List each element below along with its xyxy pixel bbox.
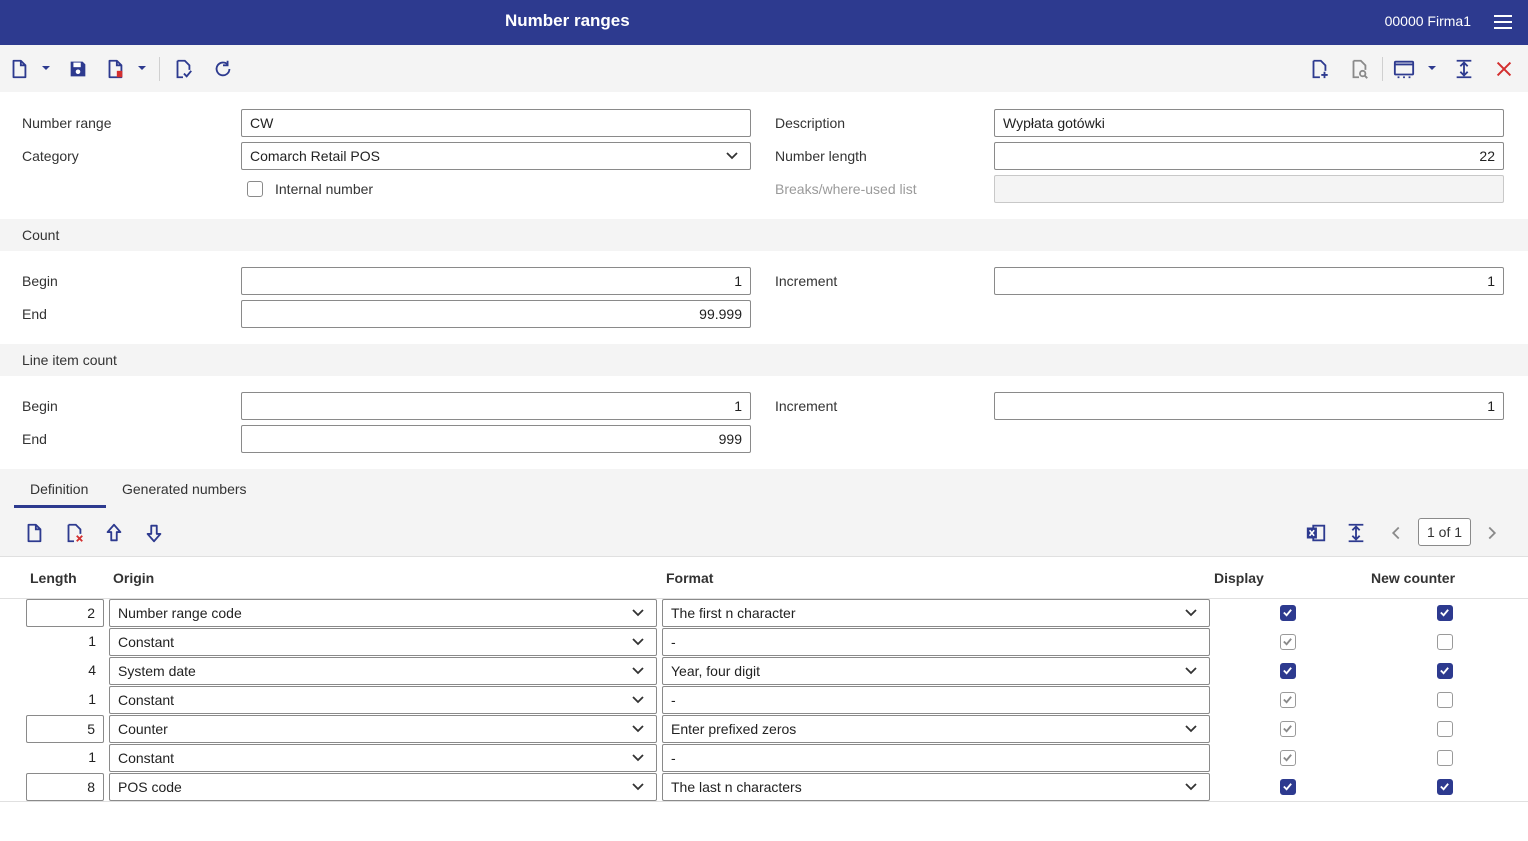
line-begin-label: Begin <box>22 398 58 414</box>
format-input[interactable] <box>662 744 1210 772</box>
save-icon[interactable] <box>66 57 90 81</box>
origin-value: Number range code <box>118 605 242 621</box>
grid-toolbar <box>0 509 1528 557</box>
length-cell[interactable]: 8 <box>26 773 104 801</box>
grid-expand-height-icon[interactable] <box>1344 521 1368 545</box>
new-document-icon[interactable] <box>7 57 31 81</box>
validate-document-icon[interactable] <box>171 57 195 81</box>
delete-dropdown-caret-icon[interactable] <box>136 62 148 74</box>
origin-select[interactable] <box>109 657 657 685</box>
origin-select[interactable] <box>109 744 657 772</box>
chevron-down-icon <box>726 151 738 161</box>
new-counter-checkbox <box>1437 692 1453 708</box>
delete-document-icon[interactable] <box>103 57 127 81</box>
toolbar-separator <box>1382 57 1383 81</box>
format-select[interactable] <box>662 599 1210 627</box>
add-document-icon[interactable] <box>1307 57 1331 81</box>
add-row-icon[interactable] <box>22 521 46 545</box>
preview-document-icon[interactable] <box>1347 57 1371 81</box>
format-value: - <box>671 750 676 766</box>
category-select-value: Comarch Retail POS <box>250 148 380 164</box>
chevron-down-icon <box>632 695 644 705</box>
page-title: Number ranges <box>505 11 630 30</box>
tab-bar <box>0 469 1528 509</box>
format-value: - <box>671 692 676 708</box>
excel-export-icon[interactable] <box>1304 521 1328 545</box>
refresh-icon[interactable] <box>211 57 235 81</box>
count-end-label: End <box>22 306 47 322</box>
chevron-down-icon <box>632 608 644 618</box>
tab-definition[interactable]: Definition <box>30 481 89 497</box>
new-counter-checkbox[interactable] <box>1437 605 1453 621</box>
chevron-down-icon <box>632 637 644 647</box>
origin-select[interactable] <box>109 686 657 714</box>
category-label: Category <box>22 148 79 164</box>
origin-value: Constant <box>118 634 175 650</box>
delete-row-icon[interactable] <box>62 521 86 545</box>
line-increment-input[interactable]: 1 <box>994 392 1504 420</box>
line-end-input[interactable]: 999 <box>241 425 751 453</box>
format-value: Year, four digit <box>671 663 760 679</box>
origin-value: Constant <box>118 750 175 766</box>
column-header-origin[interactable]: Origin <box>113 570 155 586</box>
format-input[interactable] <box>662 628 1210 656</box>
chevron-down-icon <box>632 666 644 676</box>
display-checkbox <box>1280 692 1296 708</box>
count-increment-label: Increment <box>775 273 838 289</box>
chevron-down-icon <box>1185 666 1197 676</box>
column-header-new-counter[interactable]: New counter <box>1371 570 1456 586</box>
description-label: Description <box>775 115 846 131</box>
main-toolbar <box>0 45 1528 92</box>
format-input[interactable] <box>662 686 1210 714</box>
origin-value: System date <box>118 663 196 679</box>
display-checkbox[interactable] <box>1280 663 1296 679</box>
count-begin-input[interactable]: 1 <box>241 267 751 295</box>
display-checkbox <box>1280 721 1296 737</box>
previous-page-icon[interactable] <box>1384 521 1408 545</box>
chevron-down-icon <box>1185 724 1197 734</box>
close-icon[interactable] <box>1492 57 1516 81</box>
tab-generated-numbers[interactable]: Generated numbers <box>122 481 247 497</box>
chevron-down-icon <box>1185 782 1197 792</box>
active-tab-indicator <box>14 505 106 508</box>
company-indicator[interactable]: 00000 Firma1 <box>1384 13 1471 29</box>
new-counter-checkbox[interactable] <box>1437 779 1453 795</box>
grid-bottom-divider <box>0 801 1528 802</box>
count-begin-label: Begin <box>22 273 58 289</box>
format-value: The last n characters <box>671 779 802 795</box>
line-item-count-section-title: Line item count <box>22 352 117 368</box>
description-input[interactable]: Wypłata gotówki <box>994 109 1504 137</box>
line-end-label: End <box>22 431 47 447</box>
origin-select[interactable] <box>109 715 657 743</box>
format-value: - <box>671 634 676 650</box>
app-header <box>0 0 1528 45</box>
count-section-header <box>0 219 1528 251</box>
number-length-input[interactable]: 22 <box>994 142 1504 170</box>
next-page-icon[interactable] <box>1480 521 1504 545</box>
move-down-icon[interactable] <box>142 521 166 545</box>
breaks-label: Breaks/where-used list <box>775 181 917 197</box>
chevron-down-icon <box>1185 608 1197 618</box>
length-cell[interactable]: 2 <box>26 599 104 627</box>
page-indicator[interactable]: 1 of 1 <box>1418 518 1471 546</box>
format-select[interactable] <box>662 657 1210 685</box>
internal-number-label: Internal number <box>275 181 374 197</box>
length-cell: 4 <box>88 662 96 678</box>
view-dropdown-caret-icon[interactable] <box>1426 62 1438 74</box>
column-header-display[interactable]: Display <box>1214 570 1264 586</box>
chevron-down-icon <box>632 753 644 763</box>
hamburger-menu-icon[interactable] <box>1494 12 1512 32</box>
category-select[interactable] <box>241 142 751 170</box>
toolbar-separator <box>159 57 160 81</box>
chevron-down-icon <box>632 782 644 792</box>
count-increment-input[interactable]: 1 <box>994 267 1504 295</box>
display-checkbox <box>1280 634 1296 650</box>
length-cell: 1 <box>88 633 96 649</box>
format-value: Enter prefixed zeros <box>671 721 797 737</box>
display-checkbox[interactable] <box>1280 779 1296 795</box>
new-counter-checkbox <box>1437 634 1453 650</box>
length-cell: 1 <box>88 691 96 707</box>
chevron-down-icon <box>632 724 644 734</box>
count-section-title: Count <box>22 227 60 243</box>
line-item-count-section-header <box>0 344 1528 376</box>
new-counter-checkbox <box>1437 721 1453 737</box>
origin-select[interactable] <box>109 628 657 656</box>
column-header-length[interactable]: Length <box>30 570 77 586</box>
origin-select[interactable] <box>109 773 657 801</box>
number-range-label: Number range <box>22 115 112 131</box>
number-length-label: Number length <box>775 148 867 164</box>
display-checkbox <box>1280 750 1296 766</box>
display-checkbox[interactable] <box>1280 605 1296 621</box>
format-select[interactable] <box>662 715 1210 743</box>
count-end-input[interactable]: 99.999 <box>241 300 751 328</box>
length-cell: 1 <box>88 749 96 765</box>
new-counter-checkbox <box>1437 750 1453 766</box>
line-increment-label: Increment <box>775 398 838 414</box>
origin-value: Counter <box>118 721 168 737</box>
view-layout-icon[interactable] <box>1392 57 1416 81</box>
origin-select[interactable] <box>109 599 657 627</box>
origin-value: Constant <box>118 692 175 708</box>
expand-height-icon[interactable] <box>1452 57 1476 81</box>
format-value: The first n character <box>671 605 796 621</box>
breaks-input <box>994 175 1504 203</box>
new-dropdown-caret-icon[interactable] <box>40 62 52 74</box>
line-begin-input[interactable]: 1 <box>241 392 751 420</box>
column-header-format[interactable]: Format <box>666 570 714 586</box>
format-select[interactable] <box>662 773 1210 801</box>
number-range-input[interactable]: CW <box>241 109 751 137</box>
origin-value: POS code <box>118 779 182 795</box>
move-up-icon[interactable] <box>102 521 126 545</box>
internal-number-checkbox[interactable] <box>247 181 263 197</box>
new-counter-checkbox[interactable] <box>1437 663 1453 679</box>
length-cell[interactable]: 5 <box>26 715 104 743</box>
